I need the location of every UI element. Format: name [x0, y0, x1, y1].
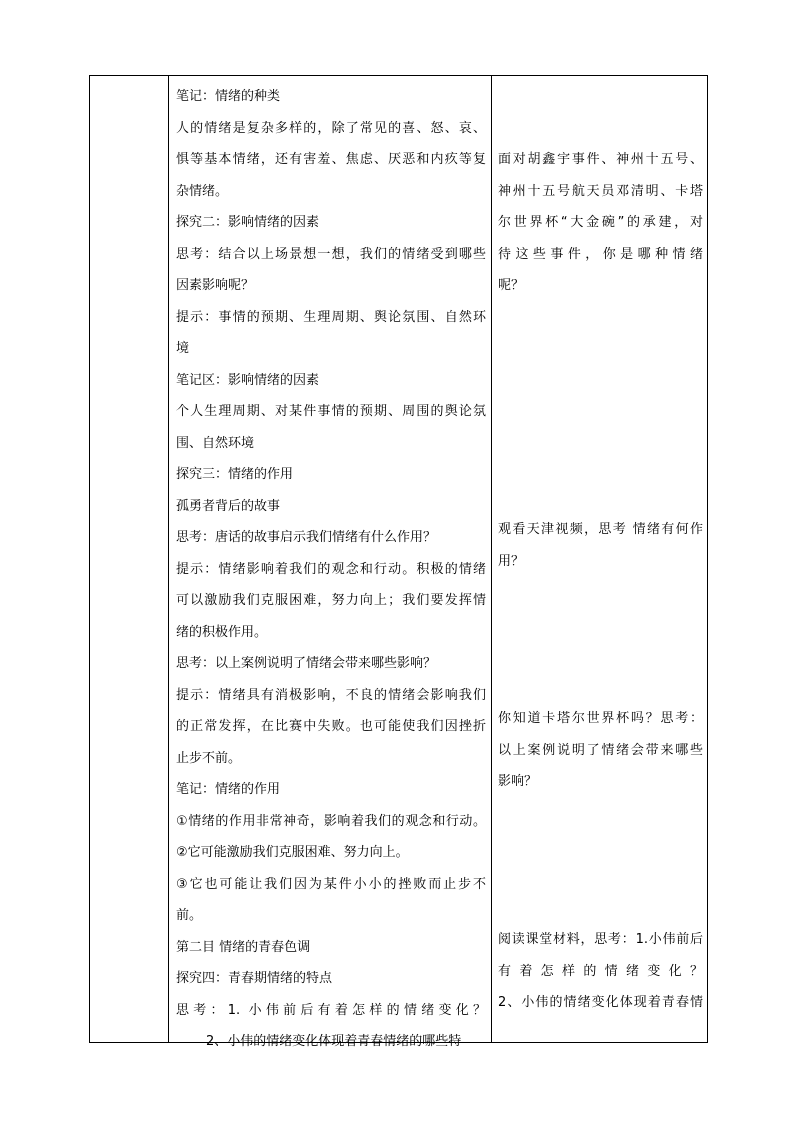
- text-line: 神州十五号航天员邓清明、卡塔: [498, 183, 703, 199]
- text-line: 因素影响呢？: [176, 278, 255, 293]
- activity-block-reading: [498, 924, 703, 1019]
- lesson-plan-table: [89, 75, 708, 1049]
- text-line: 的正常发挥，在比赛中失败。也可能使我们因挫折: [176, 719, 486, 734]
- notes-heading-influencing-factors: 笔记区：影响情绪的因素: [176, 372, 320, 388]
- text-line: 阅读课堂材料，思考：1.小伟前后: [498, 932, 703, 947]
- text-line: 止步不前。: [176, 750, 242, 766]
- text-line: 杂情绪。: [176, 183, 229, 199]
- text-line: 绪的积极作用。: [176, 624, 268, 640]
- text-line: 境: [176, 341, 190, 356]
- text-line: 提示：事情的预期、生理周期、舆论氛围、自然环: [176, 309, 486, 325]
- text-line: 可以激励我们克服困难，努力向上；我们要发挥情: [176, 593, 486, 608]
- text-line: 思考：唐话的故事启示我们情绪有什么作用？: [176, 530, 437, 545]
- column-divider-right: [491, 76, 492, 1042]
- text-line: 思考：以上案例说明了情绪会带来哪些影响？: [176, 656, 437, 671]
- text-line: 前。: [176, 908, 203, 923]
- text-line: 影响？: [498, 774, 538, 789]
- inquiry-three-heading: 探究三：情绪的作用: [176, 467, 294, 482]
- text-line: 围、自然环境: [176, 435, 255, 451]
- text-line: 人的情绪是复杂多样的，除了常见的喜、怒、哀、: [176, 120, 486, 136]
- notes-heading-emotion-types: 笔记：情绪的种类: [176, 89, 281, 104]
- activity-block-events: [498, 144, 703, 302]
- text-line: 提示：情绪具有消极影响，不良的情绪会影响我们: [176, 687, 486, 703]
- text-line: ①情绪的作用非常神奇，影响着我们的观念和行动。: [176, 813, 486, 829]
- text-line: 惧等基本情绪，还有害羞、焦虑、厌恶和内疚等复: [176, 152, 486, 167]
- text-line: 用？: [498, 553, 525, 569]
- text-line: 有着怎样的情绪变化？: [498, 963, 703, 979]
- activity-block-video: [498, 514, 703, 577]
- text-line: 以上案例说明了情绪会带来哪些: [498, 742, 703, 758]
- inquiry-four-heading: 探究四：青春期情绪的特点: [176, 971, 333, 986]
- activity-block-world-cup: [498, 703, 703, 798]
- text-line: 思考：1. 小伟前后有着怎样的情绪变化？: [176, 1002, 486, 1018]
- notes-heading-emotion-effects: 笔记：情绪的作用: [176, 782, 281, 797]
- text-line: 思考：结合以上场景想一想，我们的情绪受到哪些: [176, 246, 486, 262]
- text-line: 面对胡鑫宇事件、神州十五号、: [498, 152, 703, 167]
- inquiry-two-heading: 探究二：影响情绪的因素: [176, 215, 320, 230]
- teaching-content-column: [176, 81, 486, 1058]
- text-line: 孤勇者背后的故事: [176, 498, 281, 514]
- text-line: 呢？: [498, 278, 525, 293]
- text-line: 你知道卡塔尔世界杯吗？思考：: [498, 711, 703, 726]
- text-line: 提示：情绪影响着我们的观念和行动。积极的情绪: [176, 561, 486, 577]
- text-line: ③它也可能让我们因为某件小小的挫败而止步不: [176, 876, 486, 892]
- text-line: ②它可能激励我们克服困难、努力向上。: [176, 845, 409, 860]
- section-two-heading: 第二目 情绪的青春色调: [176, 939, 311, 955]
- text-line: 尔世界杯“大金碗”的承建，对: [498, 215, 703, 230]
- column-divider-left: [168, 76, 169, 1042]
- text-line: 2、小伟的情绪变化体现着青春情: [498, 995, 703, 1010]
- text-line: 2、小伟的情绪变化体现着青春情绪的哪些特: [206, 1034, 462, 1049]
- text-line: 观看天津视频，思考 情绪有何作: [498, 522, 703, 537]
- text-line: 待这些事件，你是哪种情绪: [498, 246, 703, 262]
- text-line: 个人生理周期、对某件事情的预期、周围的舆论氛: [176, 404, 486, 419]
